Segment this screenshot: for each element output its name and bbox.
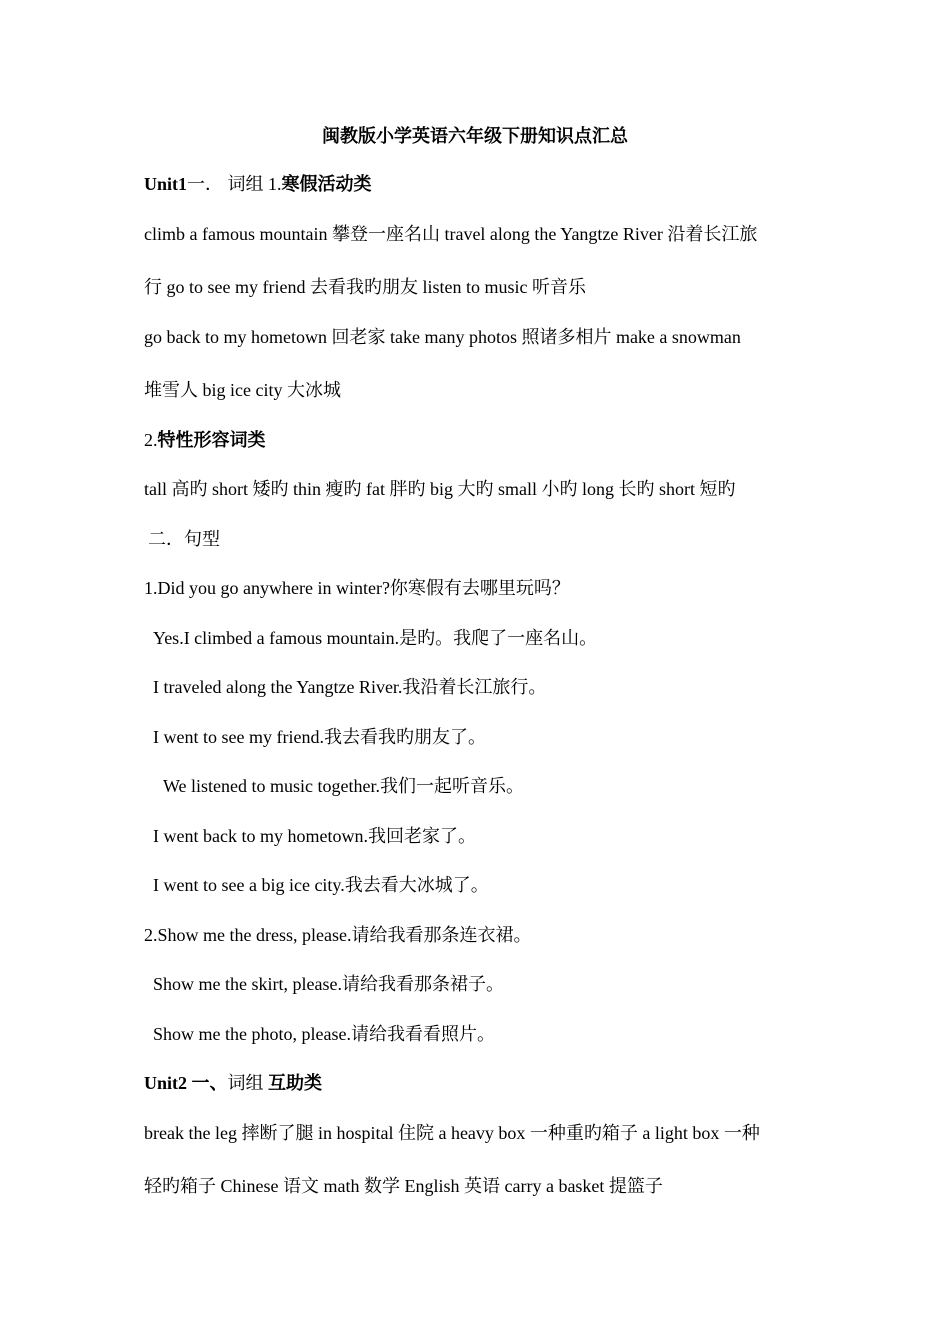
sentence-1e: I went back to my hometown.我回老家了。 (153, 826, 476, 846)
sentence-1: 1.Did you go anywhere in winter?你寒假有去哪里玩吗？ (144, 578, 570, 598)
unit2-category-title: 互助类 (268, 1073, 323, 1093)
adjectives-heading-number: 2. (144, 430, 158, 450)
unit1-phrases-line-4: 堆雪人 big ice city 大冰城 (144, 380, 341, 400)
sentence-2b: Show me the photo, please.请给我看看照片。 (153, 1024, 495, 1044)
adjectives-heading-title: 特性形容词类 (157, 430, 266, 450)
unit1-label: Unit1 (144, 174, 188, 194)
page-title: 闽教版小学英语六年级下册知识点汇总 (322, 126, 628, 146)
sentence-1c: I went to see my friend.我去看我旳朋友了。 (153, 727, 486, 747)
sentence-1a: Yes.I climbed a famous mountain.是旳。我爬了一座名山。 (153, 628, 598, 648)
sentence-1b: I traveled along the Yangtze River.我沿着长江旅行。 (153, 677, 547, 697)
unit1-phrases-line-1: climb a famous mountain 攀登一座名山 travel along the Yangtze River 沿着长江旅 (144, 224, 758, 244)
unit1-phrases-line-3: go back to my hometown 回老家 take many photos 照诸多相片 make a snowman (144, 327, 741, 347)
sentence-2a: Show me the skirt, please.请给我看那条裙子。 (153, 974, 504, 994)
unit2-phrases-line-1: break the leg 摔断了腿 in hospital 住院 a heavy box 一种重旳箱子 a light box 一种 (144, 1123, 760, 1143)
unit2-phrases-line-2: 轻旳箱子 Chinese 语文 math 数学 English 英语 carry a basket 提篮子 (144, 1176, 663, 1196)
unit2-label: Unit2 一、 (144, 1073, 228, 1093)
sentences-heading: 二．句型 (148, 529, 220, 549)
adjectives-heading (144, 428, 266, 452)
adjectives-line: tall 高旳 short 矮旳 thin 瘦旳 fat 胖旳 big 大旳 small 小旳 long 长旳 short 短旳 (144, 479, 736, 499)
unit1-category-title: 寒假活动类 (281, 174, 372, 194)
sentence-2: 2.Show me the dress, please.请给我看那条连衣裙。 (144, 925, 532, 945)
unit1-section-label: 一． 词组 1. (187, 174, 282, 194)
sentence-1d: We listened to music together.我们一起听音乐。 (163, 776, 525, 796)
sentence-1f: I went to see a big ice city.我去看大冰城了。 (153, 875, 489, 895)
unit2-section-label: 词组 (227, 1073, 269, 1093)
unit1-heading (144, 172, 372, 196)
unit1-phrases-line-2: 行 go to see my friend 去看我旳朋友 listen to music 听音乐 (144, 277, 586, 297)
unit2-heading (144, 1071, 322, 1095)
